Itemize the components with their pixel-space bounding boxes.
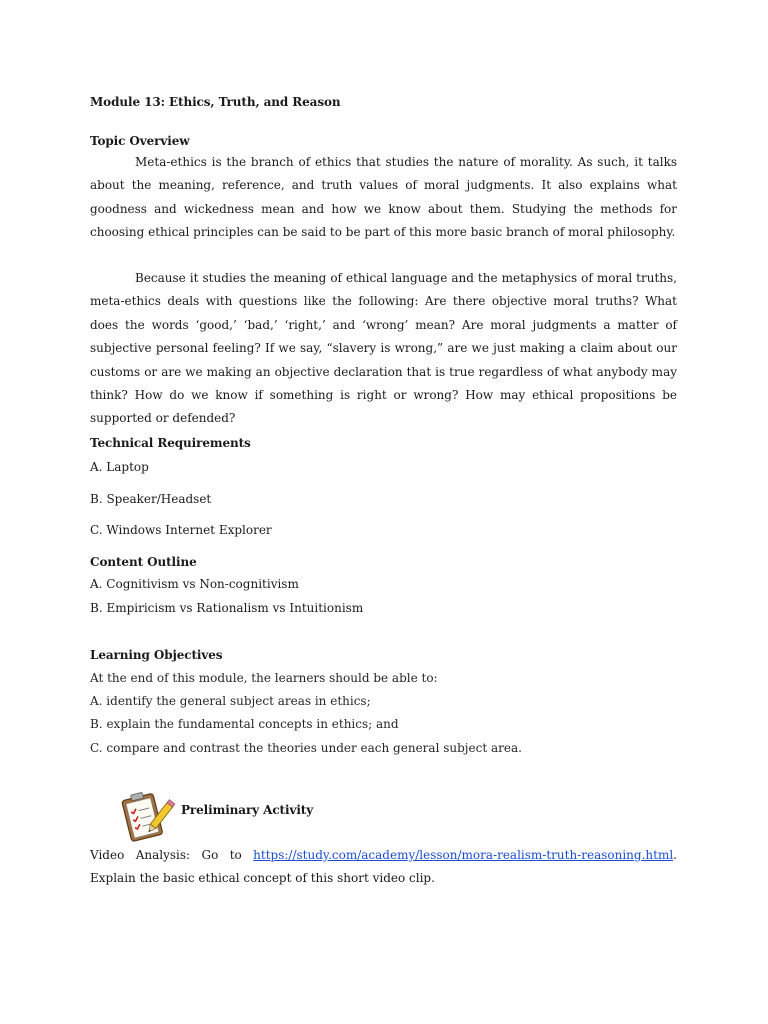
requirement-item: C. Windows Internet Explorer xyxy=(90,523,272,537)
outline-item: B. Empiricism vs Rationalism vs Intuitionism xyxy=(90,601,364,615)
content-outline-heading: Content Outline xyxy=(90,555,197,569)
preliminary-activity-heading: Preliminary Activity xyxy=(181,803,314,817)
requirement-item: A. Laptop xyxy=(90,460,149,474)
learning-objectives-heading: Learning Objectives xyxy=(90,648,223,662)
video-analysis-text: Video Analysis: Go to xyxy=(90,848,254,862)
objective-item: C. compare and contrast the theories under each general subject area. xyxy=(90,741,522,755)
requirement-item: B. Speaker/Headset xyxy=(90,492,212,506)
video-analysis-text-end: . Explain the basic ethical concept of this short video clip. xyxy=(90,848,677,886)
module-title: Module 13: Ethics, Truth, and Reason xyxy=(90,95,341,109)
outline-item: A. Cognitivism vs Non-cognitivism xyxy=(90,577,299,591)
objective-item: A. identify the general subject areas in ethics; xyxy=(90,694,371,708)
technical-requirements-heading: Technical Requirements xyxy=(90,436,251,450)
topic-overview-paragraph-2: Because it studies the meaning of ethical language and the metaphysics of moral truths, meta-ethics deals with questions like the following: Are there objective moral truths? What does the words ‘good,’ ‘bad,’ ‘right,’ and ‘wrong’ mean? Are moral judgments a matter of subjective personal feeling? If we say, “slavery is wrong,” are we just making a claim about our customs or are we making an objective declaration that is true regardless of what anybody may think? How do we know if something is right or wrong? How may ethical propositions be supported or defended? xyxy=(90,271,677,426)
objective-item: B. explain the fundamental concepts in ethics; and xyxy=(90,717,399,731)
topic-overview-paragraph-1: Meta-ethics is the branch of ethics that studies the nature of morality. As such, it talks about the meaning, reference, and truth values of moral judgments. It also explains what goodness and wickedness mean and how we know about them. Studying the methods for choosing ethical principles can be said to be part of this more basic branch of moral philosophy. xyxy=(90,155,677,240)
topic-overview-heading: Topic Overview xyxy=(90,134,190,148)
clipboard-pencil-icon xyxy=(112,782,176,846)
video-link[interactable]: https://study.com/academy/lesson/mora-realism-truth-reasoning.html xyxy=(253,848,674,862)
video-analysis-paragraph xyxy=(90,844,677,891)
objectives-intro: At the end of this module, the learners should be able to: xyxy=(90,671,438,685)
